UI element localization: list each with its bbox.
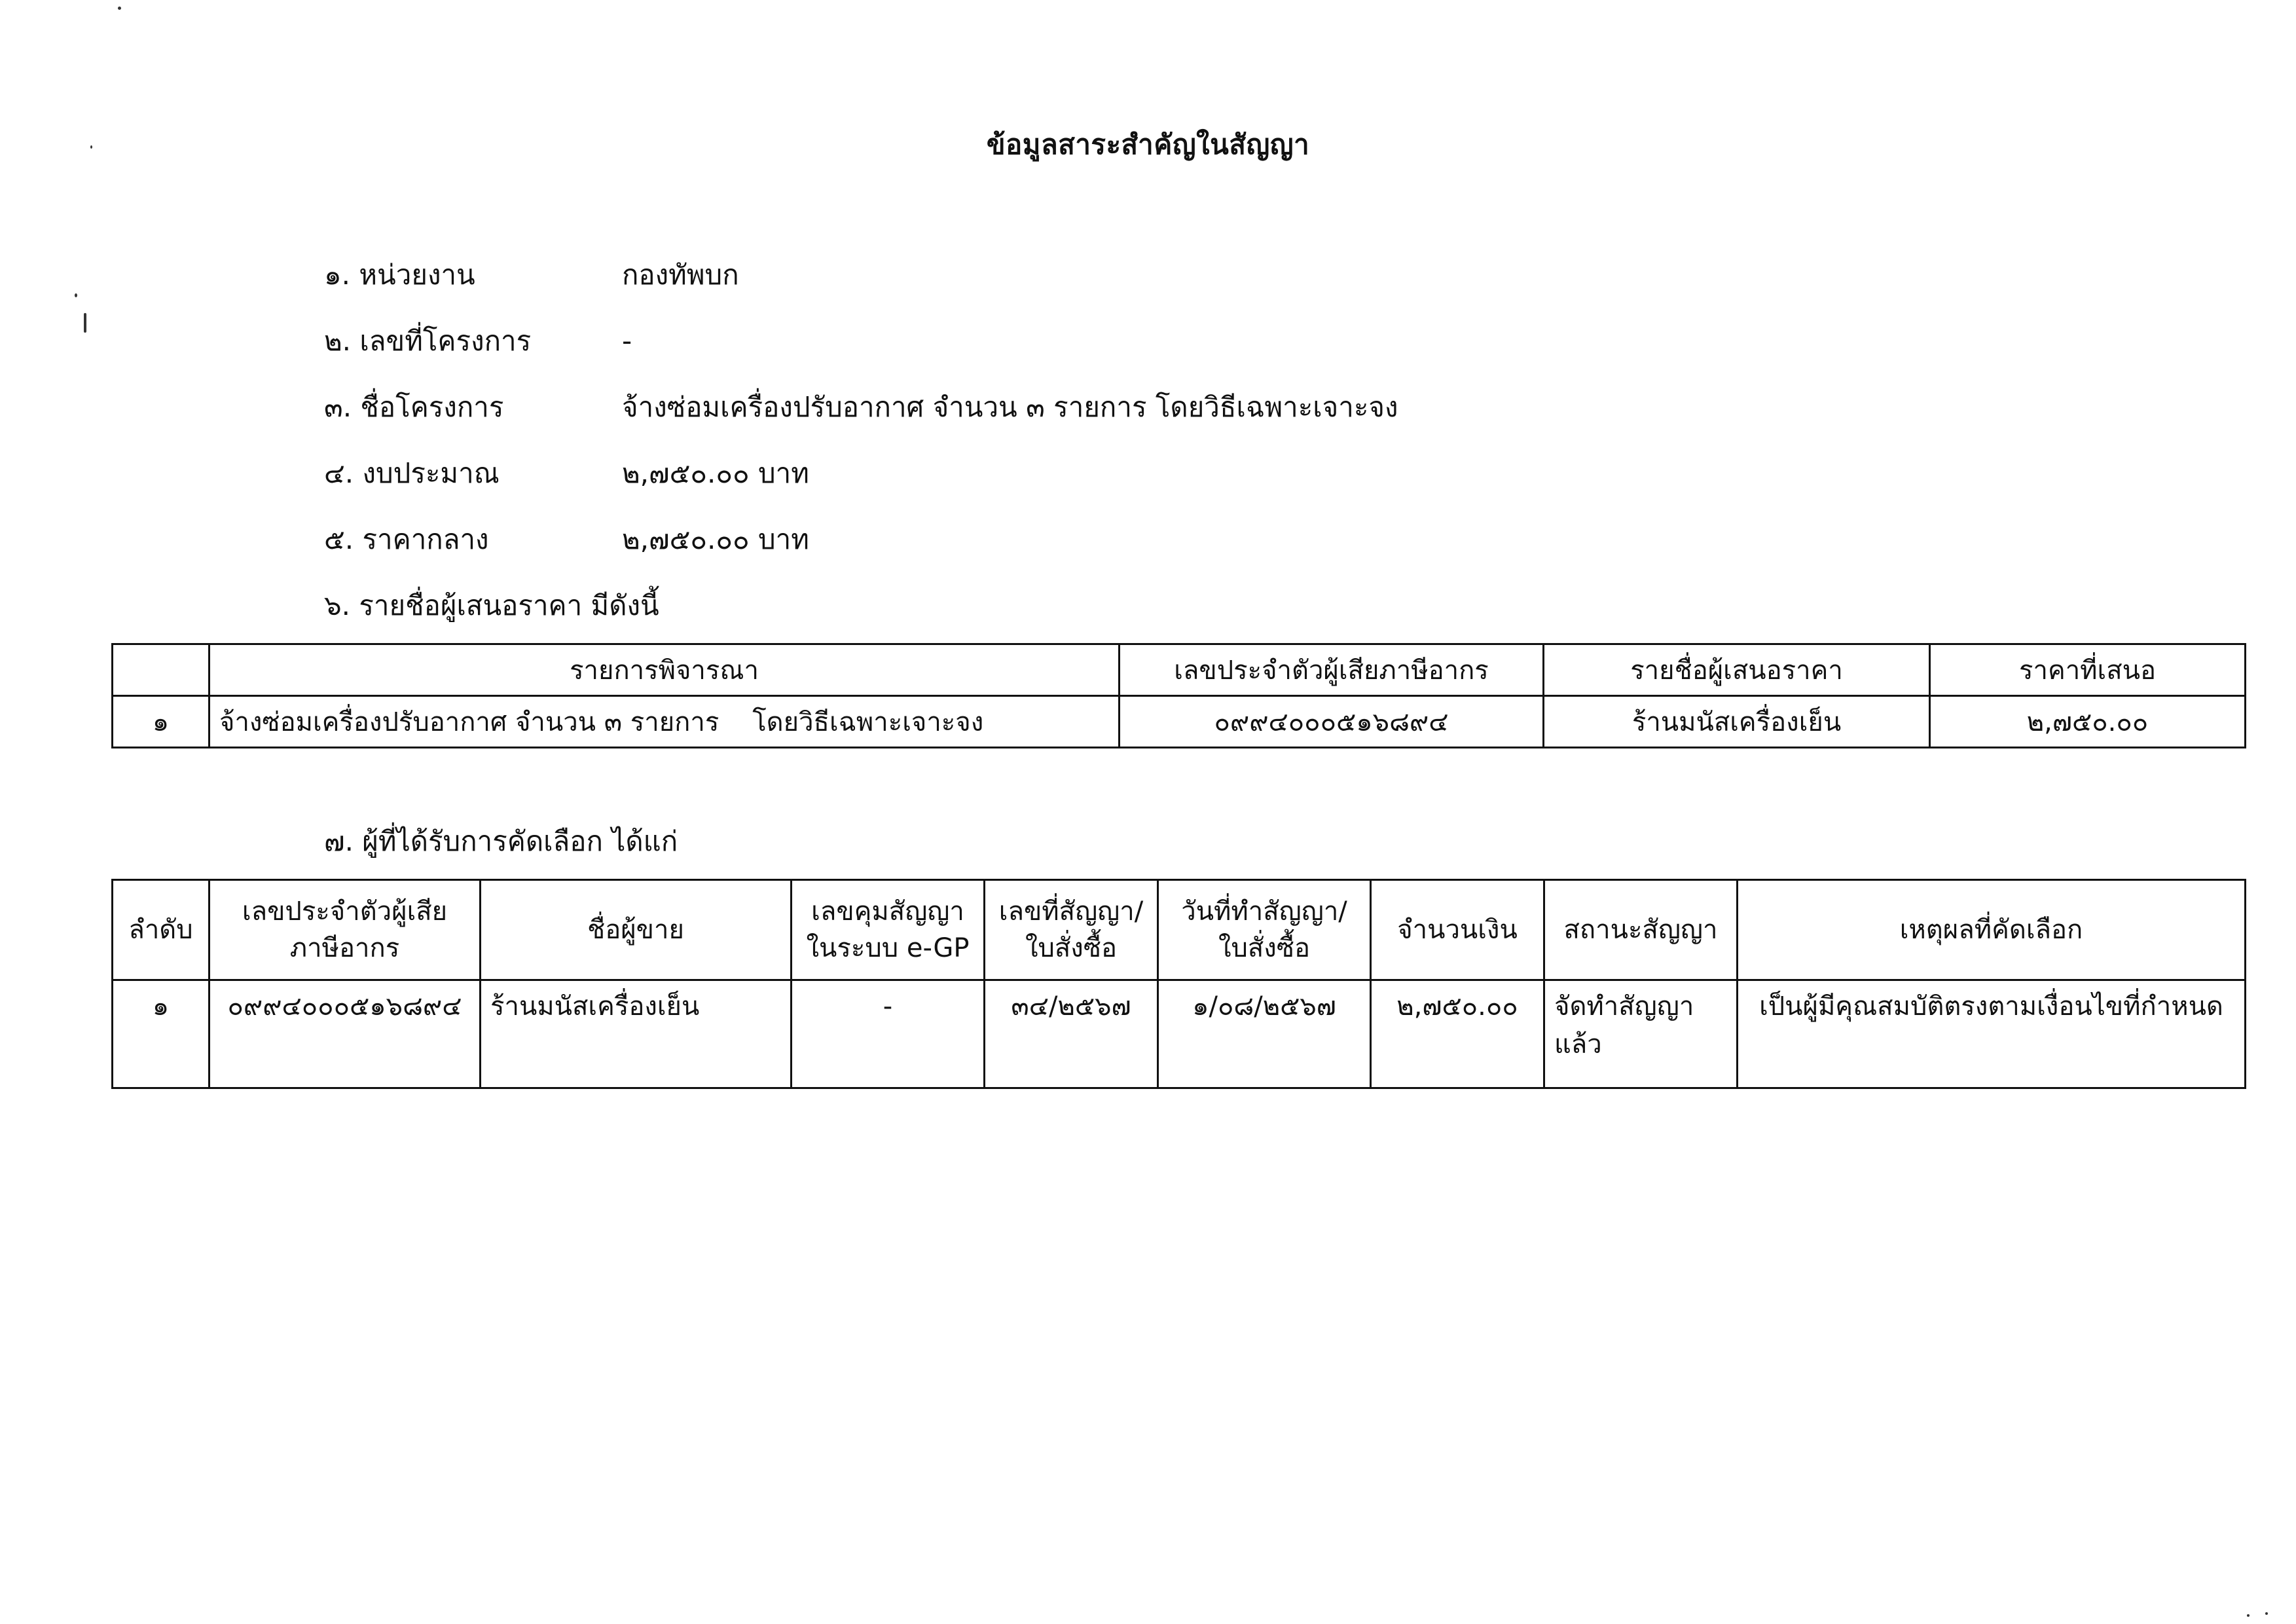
table-cell: ๐๙๙๔๐๐๐๕๑๖๘๙๔	[1120, 696, 1544, 748]
table-cell: จัดทำสัญญา แล้ว	[1544, 980, 1738, 1088]
info-value: จ้างซ่อมเครื่องปรับอากาศ จำนวน ๓ รายการ โดยวิธีเฉพาะเจาะจง	[622, 391, 1398, 423]
column-header: วันที่ทำสัญญา/ ใบสั่งซื้อ	[1158, 880, 1371, 980]
column-header: ราคาที่เสนอ	[1930, 644, 2246, 696]
bidders-heading: ๖. รายชื่อผู้เสนอราคา มีดังนี้	[324, 589, 659, 621]
table-cell: ๐๙๙๔๐๐๐๕๑๖๘๙๔	[210, 980, 481, 1088]
column-header: เลขประจำตัวผู้เสีย ภาษีอากร	[210, 880, 481, 980]
column-header: เลขคุมสัญญา ในระบบ e-GP	[792, 880, 985, 980]
table-header-row	[113, 880, 2246, 980]
info-label: ๒. เลขที่โครงการ	[324, 325, 532, 357]
info-value: กองทัพบก	[622, 259, 739, 291]
column-header: สถานะสัญญา	[1544, 880, 1738, 980]
column-header: เลขที่สัญญา/ ใบสั่งซื้อ	[985, 880, 1158, 980]
column-header: เลขประจำตัวผู้เสียภาษีอากร	[1120, 644, 1544, 696]
table-cell: ๒,๗๕๐.๐๐	[1930, 696, 2246, 748]
column-header: ชื่อผู้ขาย	[481, 880, 792, 980]
info-value: ๒,๗๕๐.๐๐ บาท	[622, 457, 809, 489]
table-cell: ร้านมนัสเครื่องเย็น	[481, 980, 792, 1088]
column-header: ลำดับ	[113, 880, 210, 980]
info-label: ๕. ราคากลาง	[324, 523, 489, 555]
scan-speck	[2265, 1612, 2268, 1615]
scan-speck	[84, 313, 86, 333]
column-header: รายการพิจารณา	[210, 644, 1120, 696]
table-cell: ๑	[113, 696, 210, 748]
table-row	[113, 980, 2246, 1088]
info-label: ๔. งบประมาณ	[324, 457, 500, 489]
selected-heading: ๗. ผู้ที่ได้รับการคัดเลือก ได้แก่	[324, 825, 678, 857]
column-header: เหตุผลที่คัดเลือก	[1738, 880, 2246, 980]
table-cell: ๑/๐๘/๒๕๖๗	[1158, 980, 1371, 1088]
table-header-row	[113, 644, 2246, 696]
info-label: ๓. ชื่อโครงการ	[324, 391, 504, 423]
info-value: ๒,๗๕๐.๐๐ บาท	[622, 523, 809, 555]
document-title: ข้อมูลสาระสำคัญในสัญญา	[986, 128, 1310, 160]
table-cell: ๒,๗๕๐.๐๐	[1371, 980, 1544, 1088]
table-cell: จ้างซ่อมเครื่องปรับอากาศ จำนวน ๓ รายการ โดยวิธีเฉพาะเจาะจง	[210, 696, 1120, 748]
table-cell: เป็นผู้มีคุณสมบัติตรงตามเงื่อนไขที่กำหนด	[1738, 980, 2246, 1088]
scan-speck	[75, 293, 77, 297]
info-label: ๑. หน่วยงาน	[324, 259, 475, 291]
column-header: จำนวนเงิน	[1371, 880, 1544, 980]
table-cell: ร้านมนัสเครื่องเย็น	[1544, 696, 1930, 748]
scan-speck	[2247, 1614, 2250, 1617]
table-row	[113, 696, 2246, 748]
table-cell: -	[792, 980, 985, 1088]
table-cell: ๓๔/๒๕๖๗	[985, 980, 1158, 1088]
scan-speck	[118, 7, 121, 10]
info-value: -	[622, 325, 632, 357]
scan-speck	[90, 145, 92, 149]
selected-table	[111, 879, 2246, 1089]
column-header: รายชื่อผู้เสนอราคา	[1544, 644, 1930, 696]
column-header	[113, 644, 210, 696]
table-cell: ๑	[113, 980, 210, 1088]
bidders-table	[111, 643, 2246, 748]
